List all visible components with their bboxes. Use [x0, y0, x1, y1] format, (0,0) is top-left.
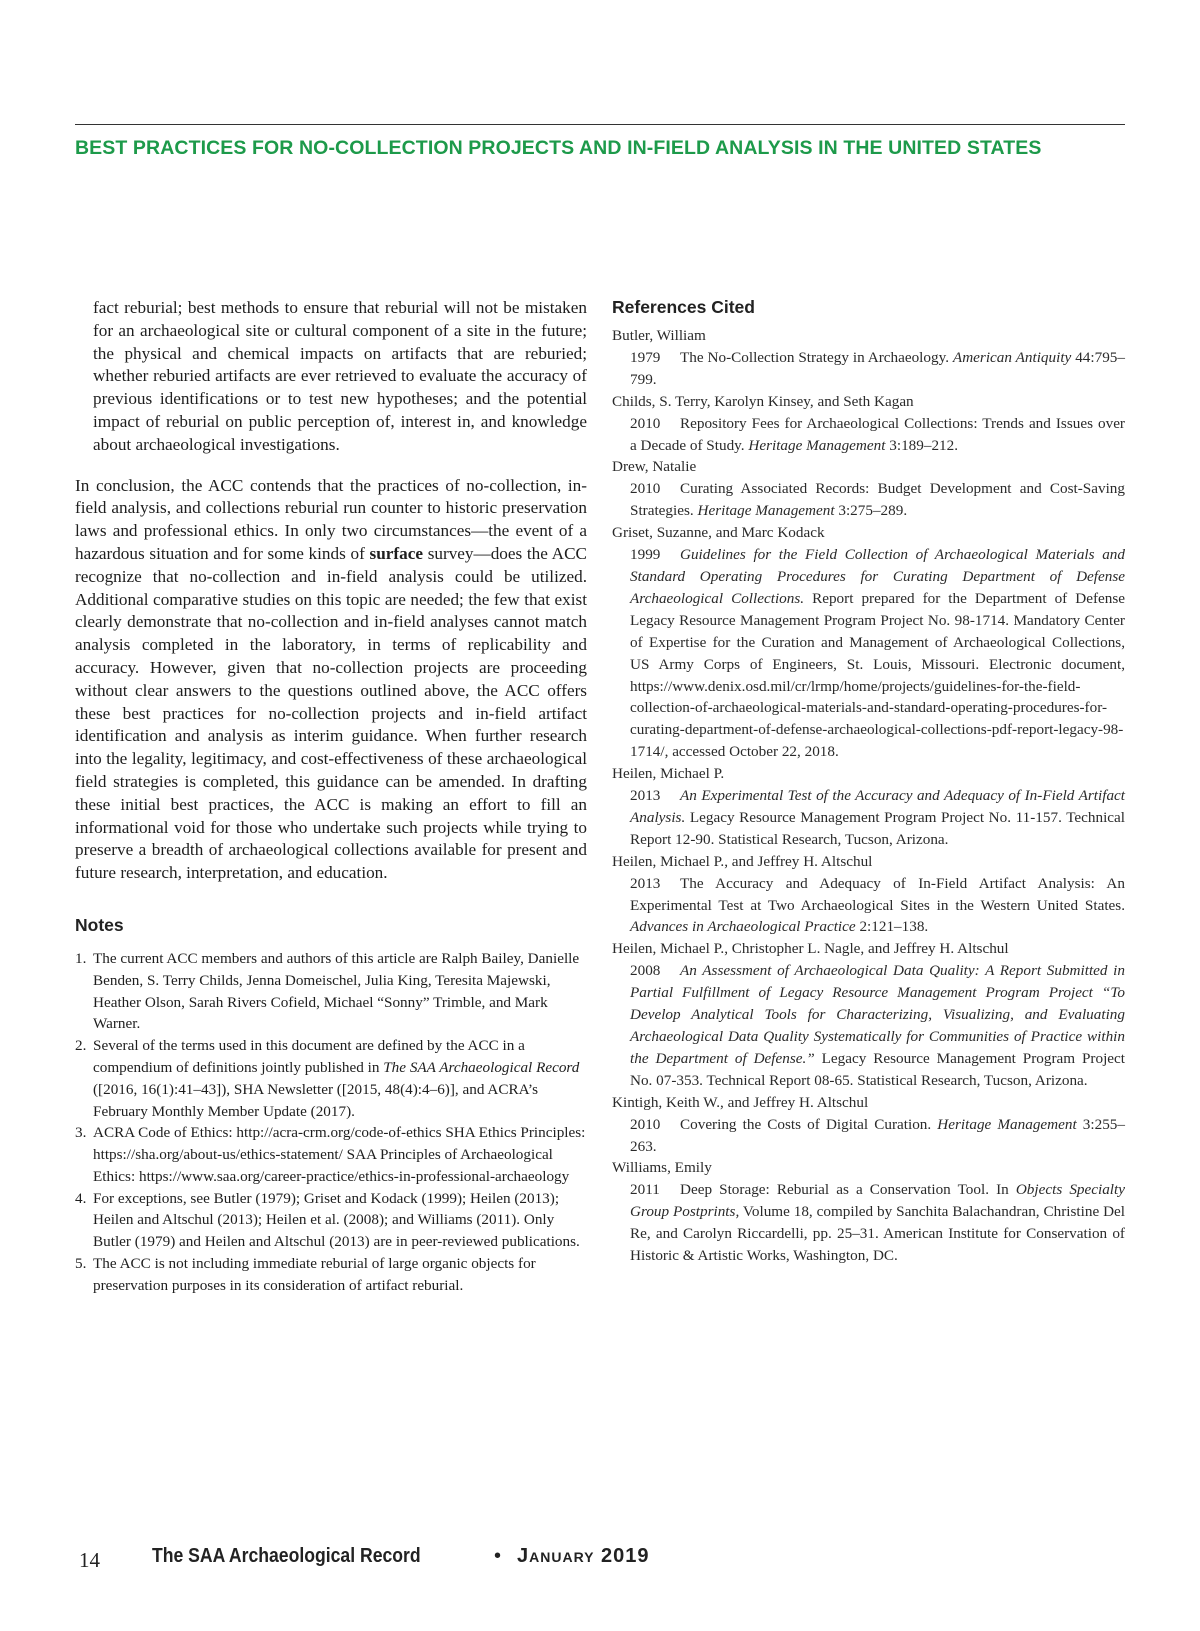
text-segment: Repository Fees for Archaeological Collections: Trends and Issues over a Decade of Study. — [630, 414, 1125, 454]
reference-author: Heilen, Michael P., and Jeffrey H. Altschul — [612, 852, 873, 870]
conclusion-text-start: In conclusion, the ACC contends that the practices of no-collection, in-field analysis, and collections reburial run counter to historic preservation laws and professional ethics. In only two circumstances—the event of a hazardous situation and for some kinds of — [75, 475, 587, 563]
text-segment: Legacy Resource Management Program Project No. 11-157. Technical Report 12-90. Statistical Research, Tucson, Arizona. — [630, 808, 1125, 848]
reference-year: 2008 — [630, 962, 661, 980]
italic-title: An Assessment of Archaeological Data Quality: A Report Submitted in Partial Fulfillment of Legacy Resource Management Program Project “To Develop Analytical Tools for Characterizing, Visualizing, and Evaluating Archaeological Data Quality Systematically for Communities of Practice within the Department of Defense.” — [630, 962, 1125, 1067]
reference-author: Griset, Suzanne, and Marc Kodack — [612, 524, 825, 542]
text-segment: For exceptions, see Butler (1979); Griset and Kodack (1999); Heilen (2013); Heilen and Altschul (2013); Heilen et al. (2008); and Williams (2011). Only Butler (1979) and Heilen and Altschul (2013) are in peer-reviewed publications. — [93, 1189, 580, 1251]
text-segment: The No-Collection Strategy in Archaeology. — [680, 348, 953, 366]
issue-date: January 2019 — [517, 1545, 650, 1567]
note-item — [75, 1253, 587, 1297]
page-number: 14 — [79, 1548, 100, 1572]
text-segment: 2:121–138. — [855, 918, 929, 936]
note-number: 1. — [75, 949, 87, 967]
conclusion-text-end: survey—does the ACC recognize that no-collection and in-field analysis could be utilized. Additional comparative studies on this topic are needed; the few that exist clearly demonstrate that no-collection and in-field analyses cannot match analysis completed in the laboratory, in terms of replicability and accuracy. However, given that no-collection projects are proceeding without clear answers to the questions outlined above, the ACC offers these best practices for no-collection projects and in-field artifact identification and analysis as interim guidance. When further research into the legality, legitimacy, and cost-effectiveness of these archaeological field strategies is completed, this guidance can be amended. In drafting these initial best practices, the ACC is making an effort to fill an informational void for those who undertake such projects while trying to preserve a breadth of archaeological collections available for present and future research, interpretation, and education. — [75, 543, 588, 883]
conclusion-bold-word: surface — [369, 543, 423, 563]
note-item — [75, 948, 587, 1035]
reference-year: 2013 — [630, 874, 661, 892]
italic-title: An Experimental Test of the Accuracy and Adequacy of In-Field Artifact Analysis. — [630, 787, 1125, 826]
header-rule — [75, 124, 1125, 125]
reference-body — [612, 1179, 1125, 1267]
note-number: 2. — [75, 1037, 87, 1055]
italic-title: Heritage Management — [937, 1115, 1077, 1133]
note-number: 3. — [75, 1124, 87, 1142]
conclusion-paragraph — [75, 475, 587, 885]
reference-year: 2011 — [630, 1181, 660, 1199]
text-segment: Deep Storage: Reburial as a Conservation Tool. In — [680, 1181, 1016, 1199]
reference-year: 1999 — [630, 546, 661, 564]
reference-entry — [612, 456, 1125, 522]
reference-entry — [612, 851, 1125, 939]
references-heading: References Cited — [612, 297, 755, 317]
italic-title: Heritage Management — [697, 502, 835, 520]
text-segment: Covering the Costs of Digital Curation. — [680, 1115, 938, 1133]
text-segment: ([2016, 16(1):41–43]), SHA Newsletter ([2015, 48(4):4–6)], and ACRA’s February Monthly Member Update (2017). — [93, 1080, 539, 1120]
reference-entry — [612, 763, 1125, 851]
reference-body — [612, 873, 1125, 939]
reference-entry — [612, 1157, 1125, 1267]
italic-title: The SAA Archaeological Record — [383, 1058, 580, 1076]
reference-year: 2010 — [630, 1115, 661, 1133]
text-segment: The Accuracy and Adequacy of In-Field Artifact Analysis: An Experimental Test at Two Archaeological Sites in the Western United States. — [630, 874, 1125, 914]
journal-name: The SAA Archaeological Record — [152, 1545, 421, 1567]
notes-heading: Notes — [75, 914, 124, 935]
note-item — [75, 1188, 587, 1253]
note-text — [93, 948, 587, 1035]
text-segment: 3:255–263. — [630, 1115, 1125, 1155]
notes-list — [75, 948, 587, 1297]
text-segment: ACRA Code of Ethics: http://acra-crm.org/code-of-ethics SHA Ethics Principles: https://sha.org/about-us/ethics-statement/ SAA Principles of Archaeological Ethics: https://www.saa.org/career-practice/ethics-in-professional-archaeology — [93, 1124, 586, 1185]
text-segment: 3:275–289. — [834, 502, 908, 520]
reference-body — [612, 478, 1125, 522]
reference-author: Heilen, Michael P., Christopher L. Nagle, and Jeffrey H. Altschul — [612, 940, 1009, 958]
reference-author: Williams, Emily — [612, 1159, 712, 1177]
reference-body — [612, 960, 1125, 1091]
footer-bullet: • — [494, 1545, 502, 1567]
text-segment: The current ACC members and authors of this article are Ralph Bailey, Danielle Benden, S. Terry Childs, Jenna Domeischel, Julia King, Teresita Majewski, Heather Olson, Sarah Rivers Cofield, Michael “Sonny” Trimble, and Mark Warner. — [93, 949, 580, 1033]
note-text — [93, 1035, 587, 1122]
reference-year: 2010 — [630, 480, 661, 498]
reference-entry — [612, 1092, 1125, 1158]
reference-entry — [612, 325, 1125, 391]
references-list — [612, 325, 1125, 1267]
reference-year: 2010 — [630, 414, 661, 432]
italic-title: Objects Specialty Group Postprints, — [630, 1181, 1125, 1221]
reference-author: Heilen, Michael P. — [612, 765, 725, 783]
reference-body — [612, 785, 1125, 851]
text-segment: The ACC is not including immediate reburial of large organic objects for preservation purposes in its consideration of artifact reburial. — [93, 1255, 536, 1294]
reference-body — [612, 1114, 1125, 1158]
reference-body — [612, 413, 1125, 457]
intro-paragraph: fact reburial; best methods to ensure that reburial will not be mistaken for an archaeological site or cultural component of a site in the future; the physical and chemical impacts on artifacts that are reburied; whether reburied artifacts are ever retrieved to evaluate the accuracy of previous identifications or to test new hypotheses; and the potential impact of reburial on public perception of, interest in, and knowledge about archaeological investigations. — [93, 298, 587, 454]
reference-author: Kintigh, Keith W., and Jeffrey H. Altschul — [612, 1093, 869, 1111]
note-text — [93, 1188, 587, 1253]
note-text — [93, 1122, 587, 1187]
text-segment: Volume 18, compiled by Sanchita Balachandran, Christine Del Re, and Carolyn Riccardelli, pp. 25–31. American Institute for Conservation of Historic & Artistic Works, Washington, DC. — [630, 1203, 1126, 1265]
reference-year: 2013 — [630, 787, 661, 805]
italic-title: Advances in Archaeological Practice — [630, 918, 856, 936]
text-segment: Curating Associated Records: Budget Development and Cost-Saving Strategies. — [630, 480, 1125, 520]
note-number: 5. — [75, 1255, 87, 1273]
reference-body — [612, 347, 1125, 391]
reference-author: Childs, S. Terry, Karolyn Kinsey, and Seth Kagan — [612, 392, 914, 410]
text-segment: 44:795–799. — [630, 348, 1125, 388]
italic-title: Guidelines for the Field Collection of Archaeological Materials and Standard Operating Procedures for Curating Department of Defense Archaeological Collections. — [630, 546, 1125, 607]
reference-entry — [612, 522, 1125, 763]
running-head: BEST PRACTICES FOR NO-COLLECTION PROJECTS AND IN-FIELD ANALYSIS IN THE UNITED STATES — [75, 137, 1042, 159]
left-column — [75, 297, 587, 1297]
italic-title: American Antiquity — [952, 348, 1072, 366]
text-segment: 3:189–212. — [885, 436, 959, 454]
reference-author: Butler, William — [612, 327, 706, 344]
text-segment: Report prepared for the Department of Defense Legacy Resource Management Program Project No. 98-1714. Mandatory Center of Expertise for the Curation and Management of Archaeological Collections, US Army Corps of Engineers, St. Louis, Missouri. Electronic document, https://www.denix.osd.mil/cr/lrmp/home/projects/guidelines-for-the-field-collection-of-archaeological-materials-and-standard-operating-procedures-for-curating-department-of-defense-archaeological-collections-pdf-report-legacy-98-1714/, accessed October 22, 2018. — [630, 589, 1126, 761]
note-item — [75, 1122, 587, 1187]
note-item — [75, 1035, 587, 1122]
italic-title: Heritage Management — [748, 436, 886, 454]
reference-body — [612, 544, 1125, 763]
reference-entry — [612, 938, 1125, 1091]
text-segment: Several of the terms used in this document are defined by the ACC in a compendium of definitions jointly published in — [93, 1037, 525, 1076]
reference-year: 1979 — [630, 348, 661, 366]
right-column — [612, 297, 1125, 1267]
text-segment: Legacy Resource Management Program Project No. 07-353. Technical Report 08-65. Statistical Research, Tucson, Arizona. — [630, 1049, 1125, 1089]
note-text — [93, 1253, 587, 1297]
note-number: 4. — [75, 1189, 87, 1207]
reference-author: Drew, Natalie — [612, 458, 697, 476]
reference-entry — [612, 391, 1125, 457]
